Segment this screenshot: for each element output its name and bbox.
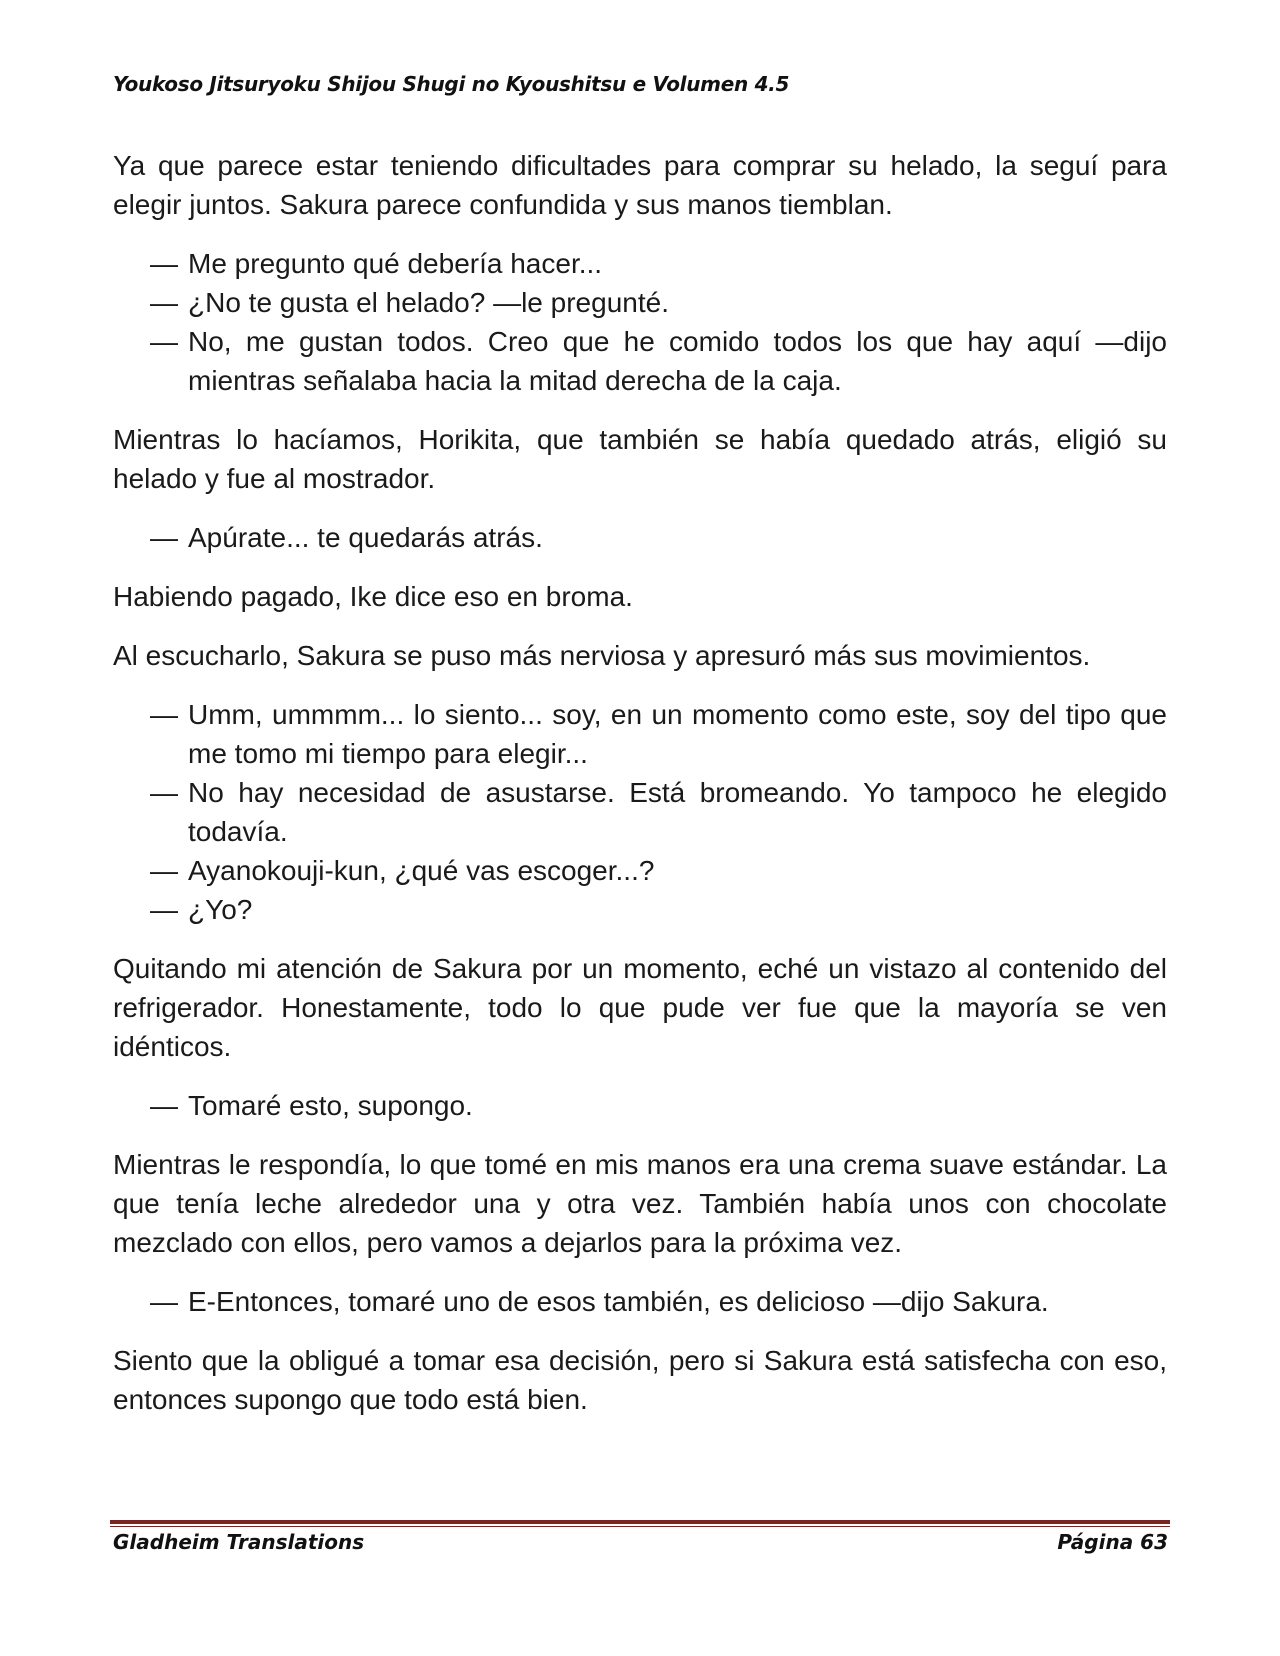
footer-rule-thick — [110, 1520, 1170, 1524]
dialogue-dash: — — [150, 1090, 178, 1121]
dialogue-dash: — — [150, 855, 178, 886]
page-header-title: Youkoso Jitsuryoku Shijou Shugi no Kyoushitsu e Volumen 4.5 — [113, 72, 790, 96]
dialogue-text: No hay necesidad de asustarse. Está bromeando. Yo tampoco he elegido todavía. — [188, 777, 1167, 847]
dialogue-line — [113, 244, 1167, 283]
dialogue-dash: — — [150, 326, 178, 357]
paragraph: Al escucharlo, Sakura se puso más nerviosa y apresuró más sus movimientos. — [113, 640, 1091, 671]
dialogue-text: E-Entonces, tomaré uno de esos también, es delicioso —dijo Sakura. — [188, 1286, 1049, 1317]
footer-rule-thin — [110, 1526, 1170, 1527]
dialogue-text: Ayanokouji-kun, ¿qué vas escoger...? — [188, 855, 655, 886]
page-body — [113, 146, 1167, 1439]
dialogue-block — [113, 695, 1167, 929]
paragraph: Ya que parece estar teniendo dificultades para comprar su helado, la seguí para elegir juntos. Sakura parece confundida y sus manos tiemblan. — [113, 150, 1167, 220]
dialogue-text: ¿Yo? — [188, 894, 253, 925]
paragraph: Quitando mi atención de Sakura por un momento, eché un vistazo al contenido del refrigerador. Honestamente, todo lo que pude ver fue que la mayoría se ven idénticos. — [113, 953, 1167, 1062]
dialogue-block — [113, 244, 1167, 400]
dialogue-dash: — — [150, 699, 178, 730]
dialogue-dash: — — [150, 894, 178, 925]
dialogue-line — [113, 322, 1167, 400]
dialogue-dash: — — [150, 522, 178, 553]
dialogue-text: ¿No te gusta el helado? —le pregunté. — [188, 287, 669, 318]
dialogue-text: No, me gustan todos. Creo que he comido todos los que hay aquí —dijo mientras señalaba hacia la mitad derecha de la caja. — [188, 326, 1167, 396]
dialogue-dash: — — [150, 777, 178, 808]
dialogue-line — [113, 518, 1167, 557]
dialogue-text: Tomaré esto, supongo. — [188, 1090, 473, 1121]
dialogue-text: Me pregunto qué debería hacer... — [188, 248, 603, 279]
dialogue-block — [113, 1086, 1167, 1125]
footer-page-number: Página 63 — [1057, 1530, 1168, 1554]
dialogue-line — [113, 1282, 1167, 1321]
dialogue-line — [113, 773, 1167, 851]
dialogue-text: Apúrate... te quedarás atrás. — [188, 522, 543, 553]
dialogue-dash: — — [150, 287, 178, 318]
dialogue-block — [113, 1282, 1167, 1321]
paragraph: Mientras le respondía, lo que tomé en mis manos era una crema suave estándar. La que tenía leche alrededor una y otra vez. También había unos con chocolate mezclado con ellos, pero vamos a dejarlos para la próxima vez. — [113, 1149, 1167, 1258]
dialogue-text: Umm, ummmm... lo siento... soy, en un momento como este, soy del tipo que me tomo mi tiempo para elegir... — [188, 699, 1167, 769]
paragraph: Habiendo pagado, Ike dice eso en broma. — [113, 581, 633, 612]
paragraph: Mientras lo hacíamos, Horikita, que también se había quedado atrás, eligió su helado y fue al mostrador. — [113, 424, 1167, 494]
dialogue-line — [113, 1086, 1167, 1125]
dialogue-line — [113, 283, 1167, 322]
dialogue-line — [113, 890, 1167, 929]
dialogue-line — [113, 851, 1167, 890]
footer-publisher: Gladheim Translations — [113, 1530, 365, 1554]
dialogue-line — [113, 695, 1167, 773]
paragraph: Siento que la obligué a tomar esa decisión, pero si Sakura está satisfecha con eso, entonces supongo que todo está bien. — [113, 1345, 1167, 1415]
footer-rule — [110, 1520, 1170, 1527]
dialogue-dash: — — [150, 248, 178, 279]
dialogue-block — [113, 518, 1167, 557]
dialogue-dash: — — [150, 1286, 178, 1317]
